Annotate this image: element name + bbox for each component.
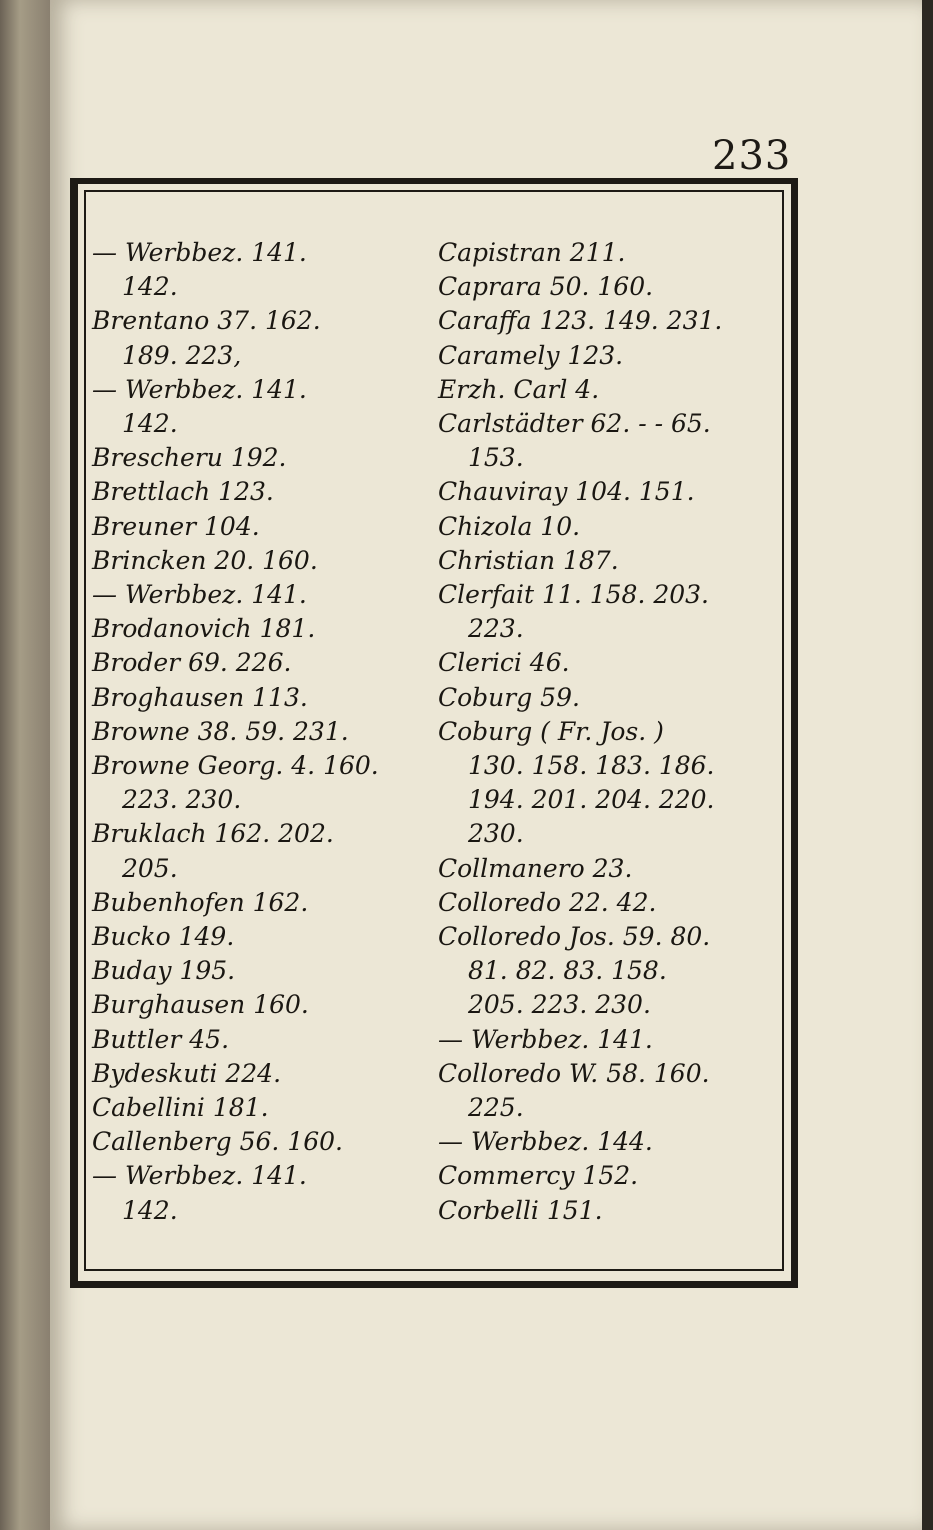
index-entry: 142.: [122, 1195, 178, 1225]
index-entry: Cabellini 181.: [92, 1093, 269, 1123]
index-entry: Buttler 45.: [92, 1024, 230, 1054]
index-entry: Bruklach 162. 202.: [92, 819, 334, 849]
index-entry: Coburg 59.: [438, 682, 580, 712]
index-entry: — Werbbez. 141.: [438, 1024, 653, 1054]
index-entry: 142.: [122, 409, 178, 439]
index-entry: 223. 230.: [122, 785, 242, 815]
index-entry: 81. 82. 83. 158.: [468, 956, 667, 986]
index-entry: Brettlach 123.: [92, 477, 274, 507]
index-entry: Corbelli 151.: [438, 1195, 603, 1225]
index-entry: — Werbbez. 141.: [92, 374, 307, 404]
index-entry: — Werbbez. 141.: [92, 238, 307, 267]
index-entry: — Werbbez. 141.: [92, 1161, 307, 1191]
index-entry: Caramely 123.: [438, 340, 624, 370]
facing-page-edge: [0, 0, 50, 1530]
index-entry: Brincken 20. 160.: [92, 545, 318, 575]
index-entry: Erzh. Carl 4.: [438, 374, 600, 404]
index-entry: 225.: [468, 1093, 524, 1123]
index-entry: Clerici 46.: [438, 648, 570, 678]
index-entry: Chizola 10.: [438, 511, 581, 541]
index-entry: 189. 223,: [122, 340, 242, 370]
index-entry: Caprara 50. 160.: [438, 272, 654, 302]
index-entry: Coburg ( Fr. Jos. ): [438, 716, 664, 746]
index-entry: Caraffa 123. 149. 231.: [438, 306, 723, 336]
page-number: 233: [712, 133, 792, 179]
index-entry: — Werbbez. 144.: [438, 1127, 653, 1157]
index-entry: Carlstädter 62. - - 65.: [438, 409, 711, 439]
index-entry: — Werbbez. 141.: [92, 580, 307, 610]
index-entry: 205. 223. 230.: [468, 990, 651, 1020]
index-entry: Brodanovich 181.: [92, 614, 316, 644]
index-entry: Broghausen 113.: [92, 682, 308, 712]
index-entry: Chauviray 104. 151.: [438, 477, 695, 507]
index-entry: Burghausen 160.: [92, 990, 309, 1020]
index-entry: Buday 195.: [92, 956, 236, 986]
index-entry: Clerfait 11. 158. 203.: [438, 580, 709, 610]
index-entry: Breuner 104.: [92, 511, 260, 541]
index-entry: Callenberg 56. 160.: [92, 1127, 343, 1157]
index-entry: 153.: [468, 443, 524, 473]
index-entry: 223.: [468, 614, 524, 644]
index-entry: Christian 187.: [438, 545, 619, 575]
index-entry: Bucko 149.: [92, 922, 235, 952]
index-entry: 205.: [122, 853, 178, 883]
index-entry: Browne 38. 59. 231.: [92, 716, 349, 746]
index-entry: Collmanero 23.: [438, 853, 633, 883]
index-entry: Browne Georg. 4. 160.: [92, 751, 379, 781]
index-entry: Bydeskuti 224.: [92, 1058, 282, 1088]
index-entry: Brescheru 192.: [92, 443, 287, 473]
index-entry: Colloredo Jos. 59. 80.: [438, 922, 711, 952]
page-edge-shadow: [922, 0, 933, 1530]
index-entry: Bubenhofen 162.: [92, 887, 309, 917]
index-entry: Capistran 211.: [438, 238, 626, 267]
index-entry: 130. 158. 183. 186.: [468, 751, 715, 781]
index-entry: 230.: [468, 819, 524, 849]
index-column-left: [92, 236, 432, 1228]
index-entry: Brentano 37. 162.: [92, 306, 321, 336]
index-entry: 194. 201. 204. 220.: [468, 785, 715, 815]
index-column-right: [438, 236, 778, 1228]
index-entry: Broder 69. 226.: [92, 648, 292, 678]
index-entry: 142.: [122, 272, 178, 302]
index-entry: Commercy 152.: [438, 1161, 639, 1191]
index-entry: Colloredo W. 58. 160.: [438, 1058, 710, 1088]
index-entry: Colloredo 22. 42.: [438, 887, 657, 917]
